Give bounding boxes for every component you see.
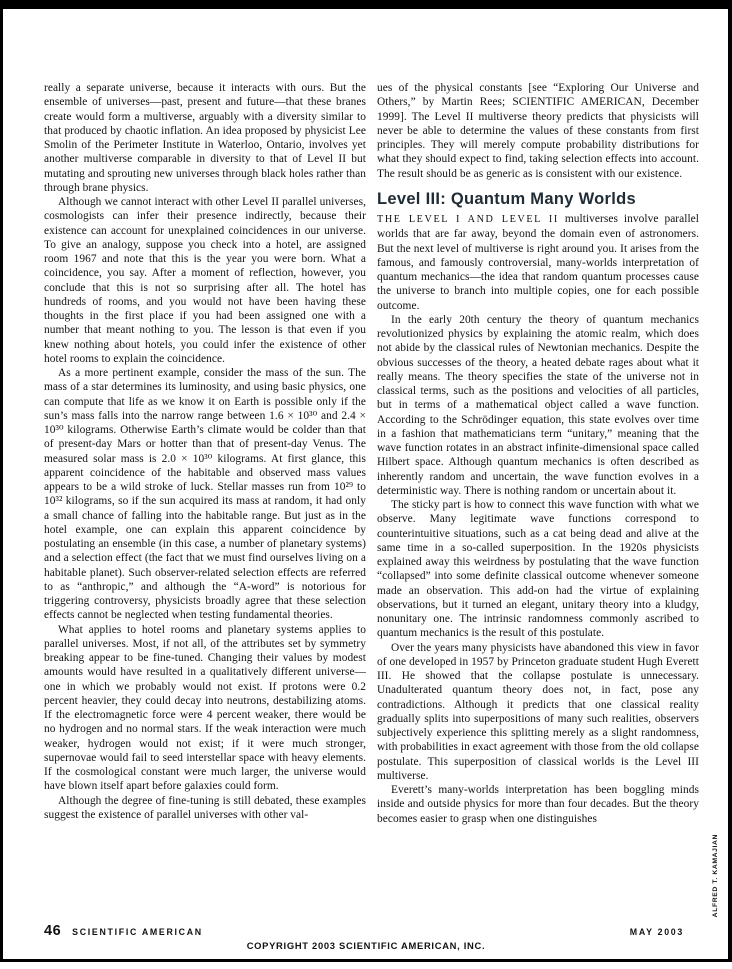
paragraph: As a more pertinent example, consider the mass of the sun. The mass of a star determines its luminosity, and using basic physics, one can compute that life as we know it on Earth is possible only if the sun’s mass falls into the narrow range between 1.6 × 10³⁰ and 2.4 × 10³⁰ kilograms. Otherwise Earth’s climate would be colder than that of present-day Mars or hotter than that of present-day Venus. The measured solar mass is 2.0 × 10³⁰ kilograms. At first glance, this apparent coincidence of the habitable and observed mass values appears to be a wild stroke of luck. Stellar masses run from 10²⁹ to 10³² kilograms, so if the sun acquired its mass at random, it had only a small chance of falling into the habitable range. But just as in the hotel example, one can explain this apparent coincidence by postulating an ensemble (in this case, a number of planetary systems) and a selection effect (the fact that we must find ourselves living on a habitable planet). Such observer-related selection effects are referred to as “anthropic,” and although the “A-word” is notorious for triggering controversy, physicists broadly agree that these selection effects cannot be neglected when testing fundamental theories. (44, 367, 366, 622)
illustration-credit: ALFRED T. KAMAJIAN (712, 834, 719, 918)
magazine-brand: SCIENTIFIC AMERICAN (72, 927, 203, 937)
page-number: 46 (44, 923, 62, 939)
paragraph: In the early 20th century the theory of quantum mechanics revolutionized physics by explaining the atomic realm, which does not abide by the classical rules of Newtonian mechanics. Despite the obvious successes of the theory, a heated debate rages about what it really means. The theory specifies the state of the universe not in classical terms, such as the positions and velocities of all particles, but in terms of a mathematical object called a wave function. According to the Schrödinger equation, this state evolves over time in a fashion that mathematicians term “unitary,” meaning that the wave function rotates in an abstract infinite-dimensional space called Hilbert space. Although quantum mechanics is often described as inherently random and uncertain, the wave function evolves in a deterministic way. There is nothing random or uncertain about it. (377, 313, 699, 497)
article-body (44, 81, 700, 927)
small-caps-lead-in: THE LEVEL I AND LEVEL II (377, 214, 559, 226)
lead-paragraph-text: multiverses involve parallel worlds that are far away, beyond the domain even of astronomers. But the next level of multiverse is right around you. It arises from the famous, and famously controversial, many-worlds interpretation of quantum mechanics—the idea that random quantum processes cause the universe to branch into multiple copies, one for each possible outcome. (377, 213, 699, 312)
section-heading-level-3: Level III: Quantum Many Worlds (377, 189, 636, 208)
paragraph: What applies to hotel rooms and planetary systems applies to parallel universes. Most, if not all, of the attributes set by symmetry breaking appear to be fine-tuned. Changing their values by modest amounts would have resulted in a qualitatively different universe—one in which we probably would not exist. If protons were 0.2 percent heavier, they could decay into neutrons, destabilizing atoms. If the electromagnetic force were 4 percent weaker, there would be no hydrogen and no normal stars. If the weak interaction were much weaker, hydrogen would not exist; if it were much stronger, supernovae would fail to seed interstellar space with heavy elements. If the cosmological constant were much larger, the universe would have blown itself apart before galaxies could form. (44, 623, 366, 793)
lead-paragraph (377, 212, 699, 313)
paragraph: Although we cannot interact with other Level II parallel universes, cosmologists can infer their presence indirectly, because their existence can account for unexplained coincidences in our universe. To give an analogy, suppose you check into a hotel, are assigned room 1967 and note that this is the year you were born. What a coincidence, you say. After a moment of reflection, however, you conclude that this is not so surprising after all. The hotel has hundreds of rooms, and you would not have been having these thoughts in the first place if you had been assigned one with a number that meant nothing to you. The lesson is that even if you knew nothing about hotels, you could infer the existence of other hotel rooms to explain the coincidence. (44, 196, 366, 365)
copyright-line: COPYRIGHT 2003 SCIENTIFIC AMERICAN, INC. (246, 940, 486, 951)
right-column (377, 81, 699, 927)
paragraph: ues of the physical constants [see “Exploring Our Universe and Others,” by Martin Rees; SCIENTIFIC AMERICAN, December 1999]. The Level II multiverse theory predicts that physicists will never be able to determine the values of these constants from first principles. They will merely compute probability distributions for what they should expect to find, taking selection effects into account. The result should be as generic as is consistent with our existence. (377, 82, 699, 180)
paragraph: Although the degree of fine-tuning is still debated, these examples suggest the existence of parallel universes with other val- (44, 794, 366, 821)
left-column (44, 81, 366, 927)
footer-left (44, 923, 203, 939)
paragraph: Over the years many physicists have abandoned this view in favor of one developed in 1957 by Princeton graduate student Hugh Everett III. He showed that the collapse postulate is unnecessary. Unadulterated quantum theory does not, in fact, pose any contradictions. Although it predicts that one classical reality gradually splits into superpositions of many such realities, observers subjectively experience this splitting merely as a slight randomness, with probabilities in exact agreement with those from the old collapse postulate. This superposition of classical worlds is the Level III multiverse. (377, 641, 699, 782)
paragraph: The sticky part is how to connect this wave function with what we observe. Many legitimate wave functions correspond to counterintuitive situations, such as a cat being dead and alive at the same time in a so-called superposition. In the 1920s physicists explained away this weirdness by postulating that the wave function “collapsed” into some definite classical outcome whenever someone made an observation. This add-on had the virtue of explaining observations, but it turned an elegant, unitary theory into a kludgy, nonunitary one. The intrinsic randomness commonly ascribed to quantum mechanics is the result of this postulate. (377, 499, 699, 640)
paragraph: really a separate universe, because it interacts with ours. But the ensemble of universes—past, present and future—that these branes create would form a multiverse, arguably with a diversity similar to that produced by chaotic inflation. An idea proposed by physicist Lee Smolin of the Perimeter Institute in Waterloo, Ontario, involves yet another multiverse comparable in diversity to that of Level II but mutating and sprouting new universes through black holes rather than through brane physics. (44, 82, 366, 194)
paragraph: Everett’s many-worlds interpretation has been boggling minds inside and outside physics for more than four decades. But the theory becomes easier to grasp when one distinguishes (377, 784, 699, 825)
issue-date: MAY 2003 (629, 927, 684, 937)
